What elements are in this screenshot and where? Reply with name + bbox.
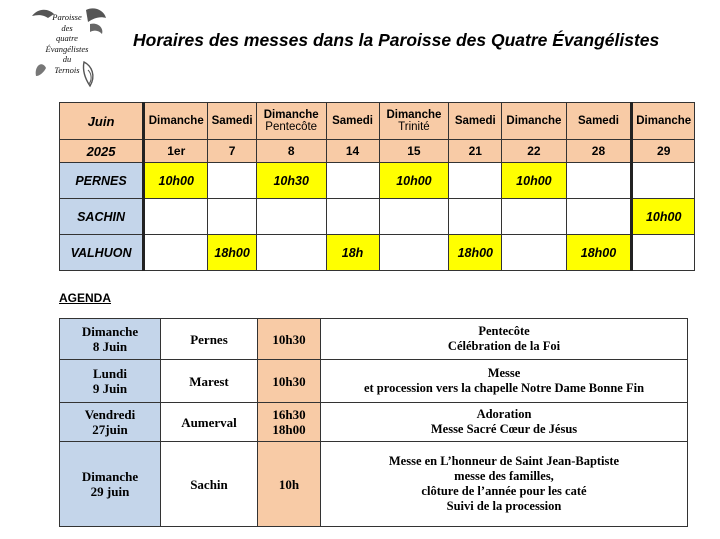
time-cell [632, 235, 695, 271]
place-label: VALHUON [60, 235, 144, 271]
agenda-time: 10h30 [258, 360, 321, 403]
time-cell [256, 199, 326, 235]
parish-logo [28, 6, 108, 90]
agenda-title: AGENDA [59, 291, 112, 305]
logo-line: du [62, 54, 72, 65]
schedule-header-row [60, 103, 695, 140]
date-cell: 8 [256, 140, 326, 163]
time-cell [449, 199, 502, 235]
day-header: Dimanche Pentecôte [256, 103, 326, 140]
time-cell [566, 163, 632, 199]
schedule-row-pernes [60, 163, 695, 199]
time-cell [208, 199, 256, 235]
date-cell: 28 [566, 140, 632, 163]
place-label: SACHIN [60, 199, 144, 235]
time-cell: 18h00 [208, 235, 256, 271]
date-cell: 29 [632, 140, 695, 163]
time-cell: 18h00 [449, 235, 502, 271]
month-header: Juin [60, 103, 144, 140]
agenda-date: Dimanche 8 Juin [60, 319, 161, 360]
schedule-date-row [60, 140, 695, 163]
time-cell [379, 199, 449, 235]
agenda-date: Vendredi 27juin [60, 403, 161, 442]
date-cell: 22 [502, 140, 566, 163]
agenda-place: Sachin [161, 442, 258, 527]
mass-schedule-table [59, 102, 695, 271]
agenda-time: 10h [258, 442, 321, 527]
time-cell [502, 235, 566, 271]
page-title: Horaires des messes dans la Paroisse des Quatre Évangélistes [133, 30, 660, 50]
agenda-event: Pentecôte Célébration de la Foi [321, 319, 688, 360]
agenda-event: Messe et procession vers la chapelle Notre Dame Bonne Fin [321, 360, 688, 403]
time-cell [326, 163, 379, 199]
time-cell: 10h00 [379, 163, 449, 199]
day-header: Dimanche [502, 103, 566, 140]
agenda-time: 16h30 18h00 [258, 403, 321, 442]
agenda-place: Pernes [161, 319, 258, 360]
time-cell [502, 199, 566, 235]
agenda-row [60, 403, 688, 442]
day-header: Samedi [326, 103, 379, 140]
logo-line: Ternois [54, 64, 80, 75]
agenda-time: 10h30 [258, 319, 321, 360]
date-cell: 15 [379, 140, 449, 163]
agenda-row [60, 319, 688, 360]
logo-line: Évangélistes [45, 43, 89, 54]
time-cell [632, 163, 695, 199]
year-header: 2025 [60, 140, 144, 163]
time-cell [379, 235, 449, 271]
time-cell [256, 235, 326, 271]
day-header: Dimanche Trinité [379, 103, 449, 140]
agenda-row [60, 360, 688, 403]
schedule-row-valhuon [60, 235, 695, 271]
logo-line: des [61, 22, 73, 33]
agenda-event: Messe en L’honneur de Saint Jean-Baptiste messe des familles, clôture de l’année pour les caté Suivi de la procession [321, 442, 688, 527]
agenda-place: Aumerval [161, 403, 258, 442]
day-header: Dimanche [632, 103, 695, 140]
time-cell [566, 199, 632, 235]
time-cell: 10h00 [144, 163, 208, 199]
day-header: Samedi [449, 103, 502, 140]
agenda-date: Dimanche 29 juin [60, 442, 161, 527]
time-cell [208, 163, 256, 199]
time-cell: 10h00 [632, 199, 695, 235]
time-cell: 10h00 [502, 163, 566, 199]
day-header: Samedi [566, 103, 632, 140]
logo-line: Paroisse [52, 12, 82, 22]
time-cell: 18h00 [566, 235, 632, 271]
agenda-table [59, 318, 688, 527]
agenda-row [60, 442, 688, 527]
agenda-event: Adoration Messe Sacré Cœur de Jésus [321, 403, 688, 442]
place-label: PERNES [60, 163, 144, 199]
date-cell: 14 [326, 140, 379, 163]
agenda-date: Lundi 9 Juin [60, 360, 161, 403]
day-header: Dimanche [144, 103, 208, 140]
schedule-row-sachin [60, 199, 695, 235]
date-cell: 7 [208, 140, 256, 163]
time-cell [326, 199, 379, 235]
time-cell: 18h [326, 235, 379, 271]
time-cell [449, 163, 502, 199]
time-cell [144, 199, 208, 235]
time-cell [144, 235, 208, 271]
time-cell: 10h30 [256, 163, 326, 199]
day-header: Samedi [208, 103, 256, 140]
agenda-place: Marest [161, 360, 258, 403]
date-cell: 21 [449, 140, 502, 163]
logo-line: quatre [56, 33, 78, 44]
date-cell: 1er [144, 140, 208, 163]
